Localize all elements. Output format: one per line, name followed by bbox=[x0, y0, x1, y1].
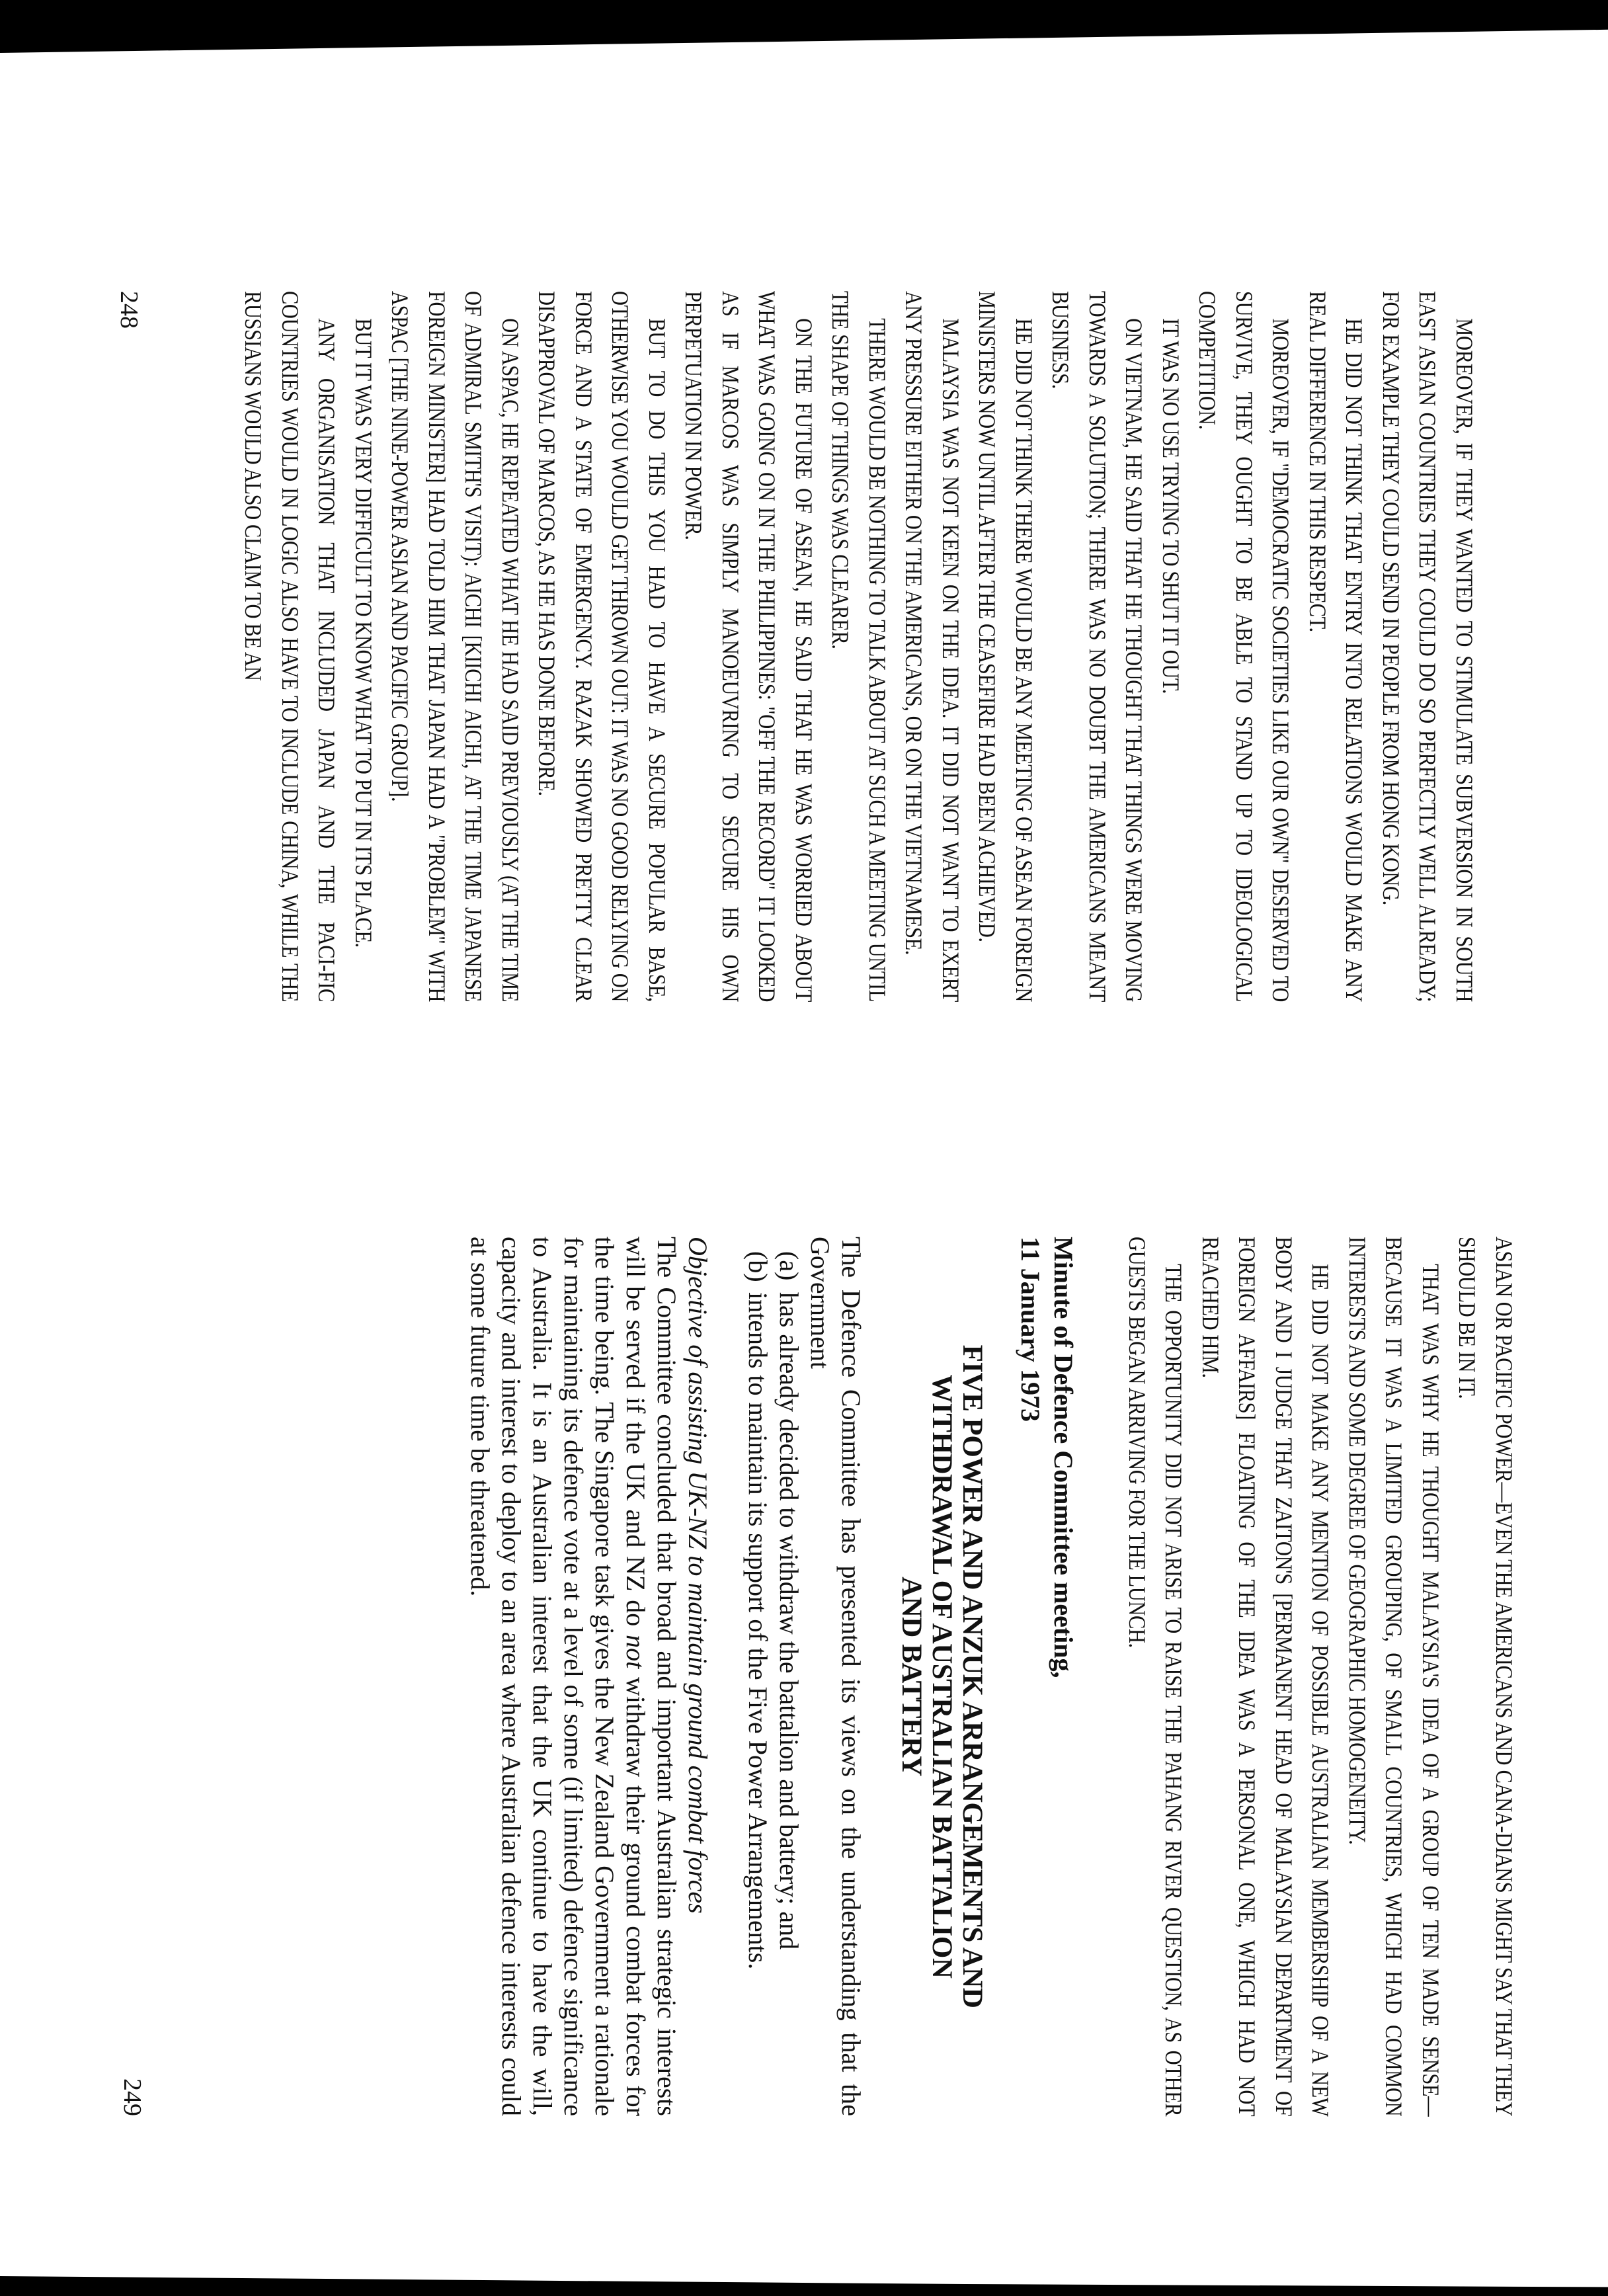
paragraph: MOREOVER, IF "DEMOCRATIC SOCIETIES LIKE OUR OWN" DESERVED TO SURVIVE, THEY OUGHT TO BE ABLE TO STAND UP TO IDEOLOGICAL COMPETITION. bbox=[1194, 291, 1295, 1002]
paragraph: MOREOVER, IF THEY WANTED TO STIMULATE SUBVERSION IN SOUTH EAST ASIAN COUNTRIES THEY COULD DO SO PERFECTLY WELL ALREADY; FOR EXAMPLE THEY COULD SEND IN PEOPLE FROM HONG KONG. bbox=[1378, 291, 1478, 1002]
page-number: 248 bbox=[115, 291, 143, 329]
page-number: 249 bbox=[118, 2078, 146, 2116]
conclusion-text: withdraw their ground combat forces for the time being. The Singapore task gives the New Zealand Government a rationale for maintaining its defence vote at a level of some (if limited) defence significance to Australia. It is an Australian interest that the UK continue to have the will, capacity and interest to deploy to an area where Australian defence interests could at some future time be threatened. bbox=[465, 1237, 651, 2116]
paragraph: ANY ORGANISATION THAT INCLUDED JAPAN AND THE PACI-FIC COUNTRIES WOULD IN LOGIC ALSO HAVE TO INCLUDE CHINA, WHILE THE RUSSIANS WOULD ALSO CLAIM TO BE AN bbox=[240, 291, 341, 1002]
paragraph: THAT WAS WHY HE THOUGHT MALAYSIA'S IDEA OF A GROUP OF TEN MADE SENSE—BECAUSE IT WAS A LIMITED GROUPING, OF SMALL COUNTRIES, WHICH HAD COMMON INTERESTS AND SOME DEGREE OF GEOGRAPHIC HOMOGENEITY. bbox=[1344, 1237, 1444, 2117]
paragraph: BUT IT WAS VERY DIFFICULT TO KNOW WHAT TO PUT IN ITS PLACE. bbox=[350, 318, 377, 948]
page-body-right bbox=[465, 1237, 1523, 2116]
paragraph: IT WAS NO USE TRYING TO SHUT IT OUT. bbox=[1158, 318, 1184, 694]
intro-paragraph: The Defence Committee has presented its views on the understanding that the Government bbox=[805, 1237, 867, 2116]
paragraph: THERE WOULD BE NOTHING TO TALK ABOUT AT SUCH A MEETING UNTIL THE SHAPE OF THINGS WAS CLEARER. bbox=[827, 291, 891, 1002]
paragraph: THE OPPORTUNITY DID NOT ARISE TO RAISE THE PAHANG RIVER QUESTION, AS OTHER GUESTS BEGAN ARRIVING FOR THE LUNCH. bbox=[1124, 1237, 1187, 2117]
section-title-line: WITHDRAWAL OF AUSTRALIAN BATTALION bbox=[926, 1374, 958, 1979]
subheading: Objective of assisting UK-NZ to maintain ground combat forces bbox=[683, 1237, 713, 1914]
list-text: has already decided to withdraw the battalion and battery; and bbox=[774, 1292, 805, 1950]
paragraph: BUT TO DO THIS YOU HAD TO HAVE A SECURE POPULAR BASE, OTHERWISE YOU WOULD GET THROWN OUT: IT WAS NO GOOD RELYING ON FORCE AND A STATE OF EMERGENCY. RAZAK SHOWED PRETTY CLEAR DISAPPROVAL OF MARCOS, AS HE HAS DONE BEFORE. bbox=[534, 291, 670, 1002]
conclusion-paragraph bbox=[465, 1237, 683, 2116]
page-248 bbox=[0, 291, 1608, 1118]
minute-body bbox=[465, 1237, 867, 2116]
paragraph: MALAYSIA WAS NOT KEEN ON THE IDEA. IT DID NOT WANT TO EXERT ANY PRESSURE EITHER ON THE AMERICANS, OR ON THE VIETNAMESE. bbox=[901, 291, 964, 1002]
minute-heading-date: 11 January 1973 bbox=[1016, 1237, 1046, 1422]
paragraph: ON THE FUTURE OF ASEAN, HE SAID THAT HE WAS WORRIED ABOUT WHAT WAS GOING ON IN THE PHILIPPINES: "OFF THE RECORD" IT LOOKED AS IF MARCOS WAS SIMPLY MANOEUVRING TO SECURE HIS OWN PERPETUATION IN POWER. bbox=[680, 291, 817, 1002]
section-title-line: FIVE POWER AND ANZUK ARRANGEMENTS AND bbox=[957, 1344, 988, 2008]
conclusion-text: The Committee concluded that broad and important Australian strategic interests will be served if the UK and NZ do bbox=[621, 1237, 682, 2116]
telegram-text-right bbox=[1119, 1237, 1523, 2116]
page-249 bbox=[0, 1237, 1608, 2116]
paragraph: ON ASPAC, HE REPEATED WHAT HE HAD SAID PREVIOUSLY (AT THE TIME OF ADMIRAL SMITH'S VISIT): AICHI [KIICHI AICHI, AT THE TIME JAPANESE FOREIGN MINISTER] HAD TOLD HIM THAT JAPAN HAD A "PROBLEM" WITH ASPAC [THE NINE-POWER ASIAN AND PACIFIC GROUP]. bbox=[387, 291, 524, 1002]
list-item bbox=[743, 1237, 774, 2116]
paragraph: HE DID NOT MAKE ANY MENTION OF POSSIBLE AUSTRALIAN MEMBERSHIP OF A NEW BODY AND I JUDGE THAT ZAITON'S [PERMANENT HEAD OF MALAYSIAN DEPARTMENT OF FOREIGN AFFAIRS] FLOATING OF THE IDEA WAS A PERSONAL ONE, WHICH HAD NOT REACHED HIM. bbox=[1197, 1237, 1334, 2117]
section-title-line: AND BATTERY bbox=[896, 1577, 928, 1776]
paragraph: ASIAN OR PACIFIC POWER—EVEN THE AMERICANS AND CANA-DIANS MIGHT SAY THAT THEY SHOULD BE IN IT. bbox=[1454, 1237, 1517, 2117]
emphasis: not bbox=[621, 1635, 651, 1669]
section-title bbox=[897, 1237, 988, 2116]
list-item bbox=[774, 1237, 805, 2116]
minute-heading-title: Minute of Defence Committee meeting, bbox=[1049, 1237, 1079, 1678]
telegram-text-left bbox=[235, 291, 1482, 1002]
minute-heading bbox=[1014, 1237, 1080, 2116]
list-marker: (a) bbox=[774, 1251, 805, 1281]
paragraph: HE DID NOT THINK THERE WOULD BE ANY MEETING OF ASEAN FOREIGN MINISTERS NOW UNTIL AFTER THE CEASEFIRE HAD BEEN ACHIEVED. bbox=[974, 291, 1037, 1002]
list-marker: (b) bbox=[743, 1251, 774, 1282]
list-text: intends to maintain its support of the Five Power Arrangements. bbox=[743, 1292, 774, 1970]
paragraph: HE DID NOT THINK THAT ENTRY INTO RELATIONS WOULD MAKE ANY REAL DIFFERENCE IN THIS RESPECT. bbox=[1305, 291, 1368, 1002]
paragraph: ON VIETNAM, HE SAID THAT HE THOUGHT THAT THINGS WERE MOVING TOWARDS A SOLUTION; THERE WAS NO DOUBT THE AMERICANS MEANT BUSINESS. bbox=[1047, 291, 1148, 1002]
